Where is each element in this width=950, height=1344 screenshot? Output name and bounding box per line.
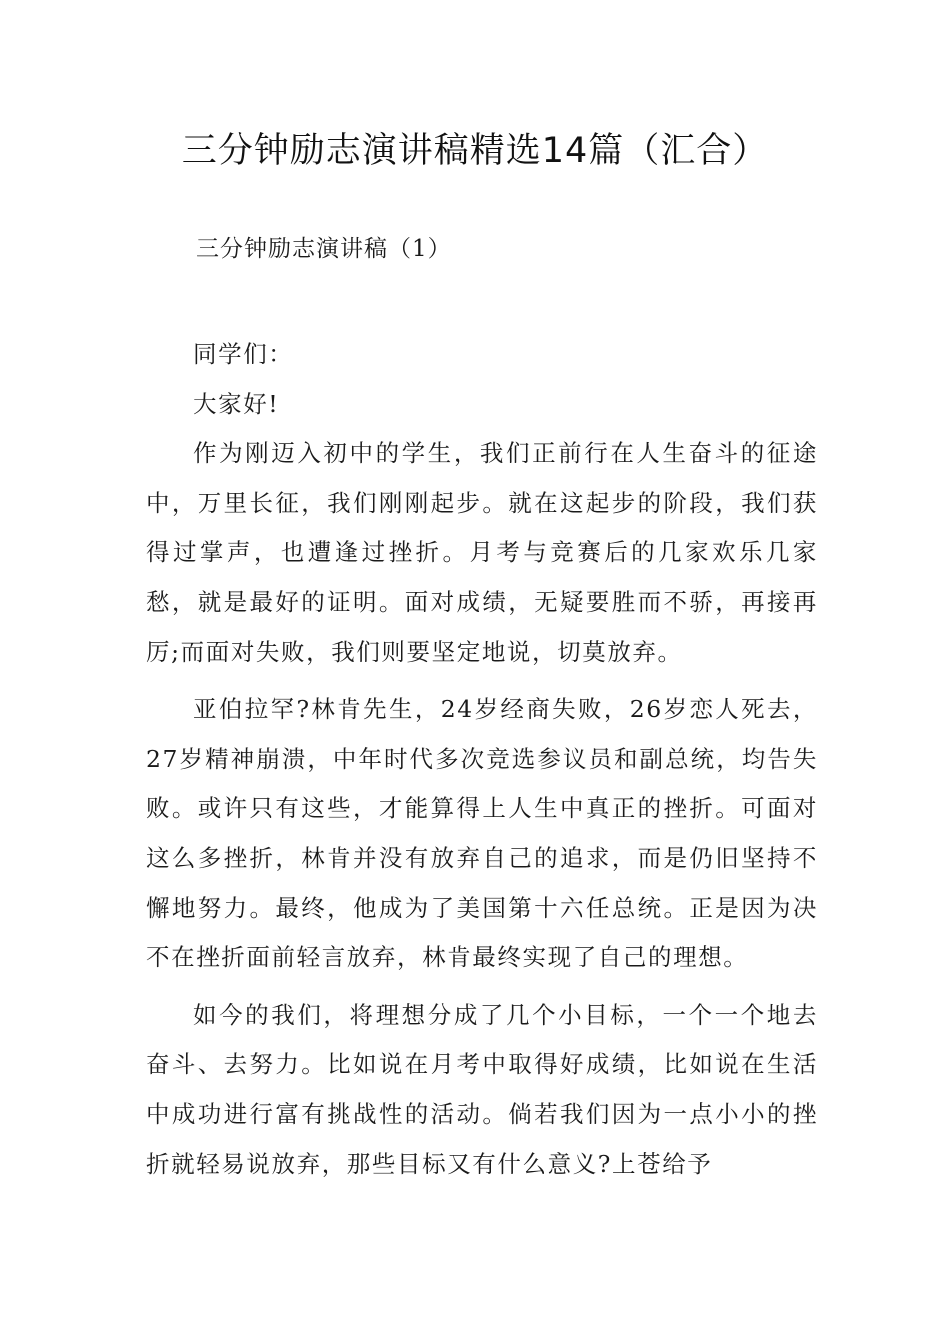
document-title: 三分钟励志演讲稿精选14篇（汇合）: [181, 131, 769, 171]
paragraph-goals: 如今的我们，将理想分成了几个小目标，一个一个地去奋斗、去努力。比如说在月考中取得好成绩，比如说在生活中成功进行富有挑战性的活动。倘若我们因为一点小小的挫折就轻易说放弃，那些目标又有什么意义?上苍给予: [146, 1000, 818, 1178]
document-body: [146, 330, 818, 1189]
section-heading: 三分钟励志演讲稿（1）: [196, 236, 452, 262]
paragraph-lincoln: 亚伯拉罕?林肯先生，24岁经商失败，26岁恋人死去，27岁精神崩溃，中年时代多次竞选参议员和副总统，均告失败。或许只有这些，才能算得上人生中真正的挫折。可面对这么多挫折，林肯并没有放弃自己的追求，而是仍旧坚持不懈地努力。最终，他成为了美国第十六任总统。正是因为决不在挫折面前轻言放弃，林肯最终实现了自己的理想。: [146, 695, 818, 972]
paragraph-greeting: 同学们：: [193, 340, 294, 368]
paragraph-intro: 作为刚迈入初中的学生，我们正前行在人生奋斗的征途中，万里长征，我们刚刚起步。就在这起步的阶段，我们获得过掌声，也遭逢过挫折。月考与竞赛后的几家欢乐几家愁，就是最好的证明。面对成绩，无疑要胜而不骄，再接再厉;而面对失败，我们则要坚定地说，切莫放弃。: [146, 439, 818, 666]
paragraph-hello: 大家好!: [193, 389, 280, 418]
